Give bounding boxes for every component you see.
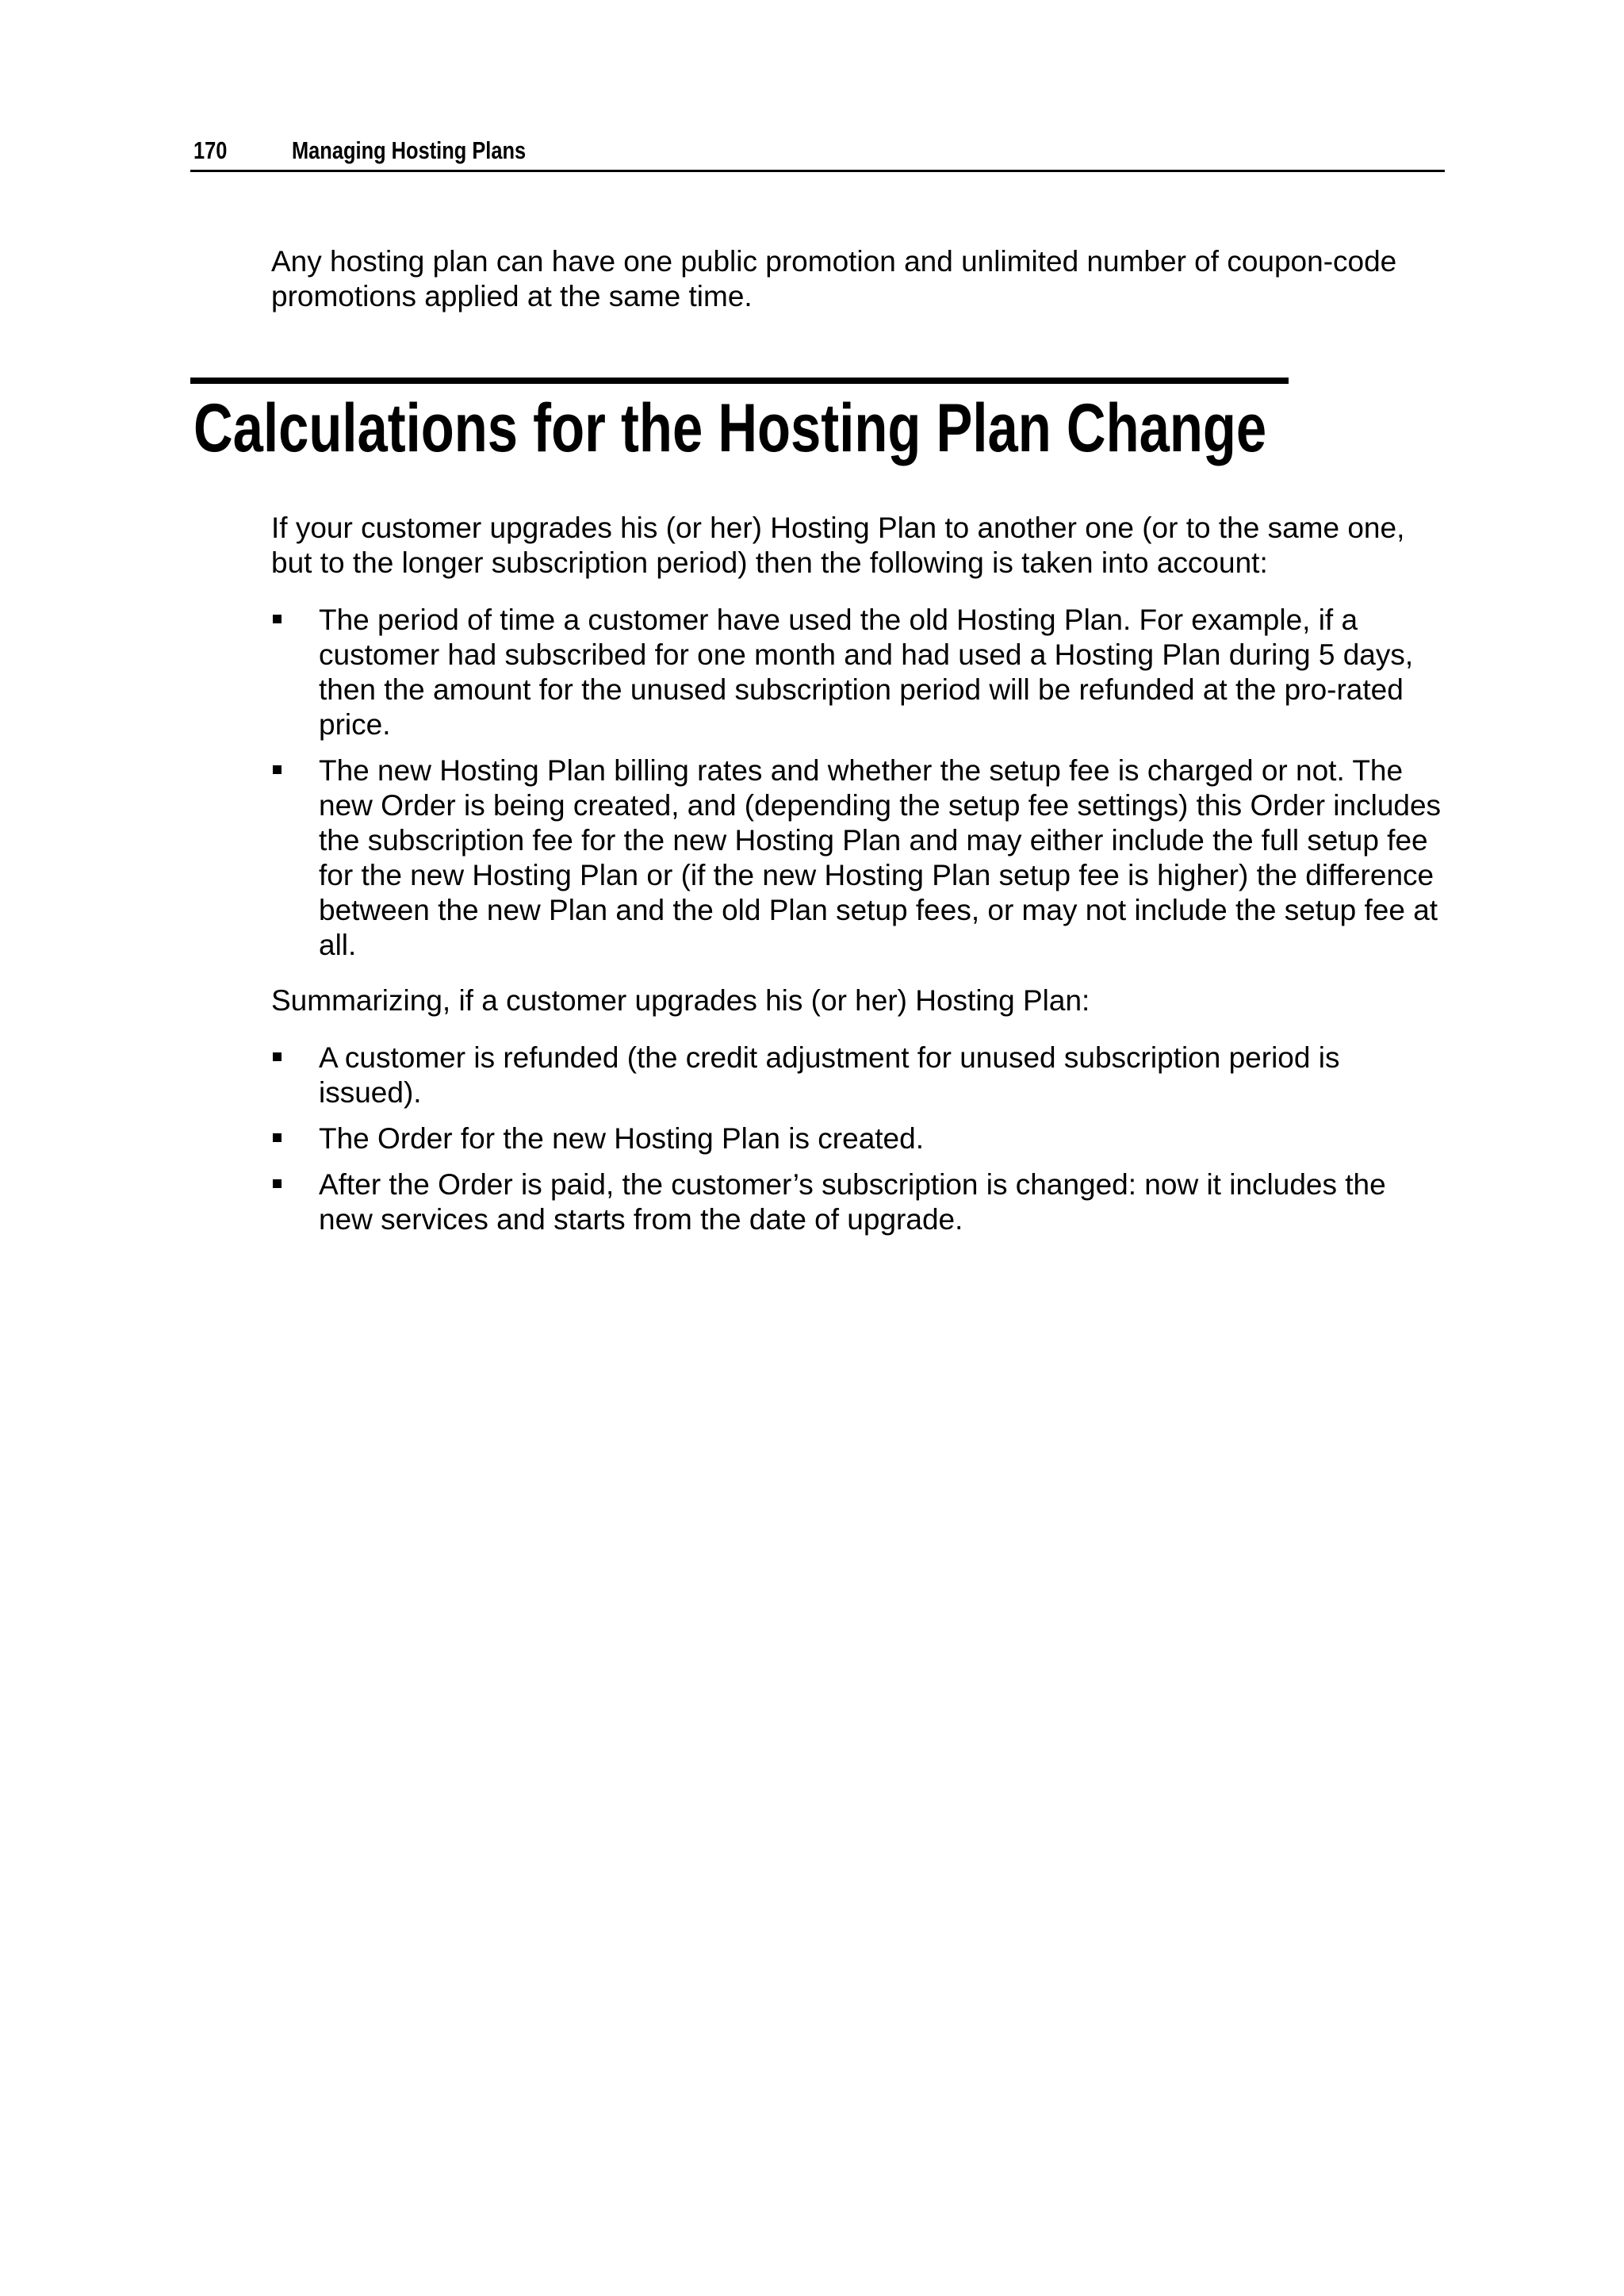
- list-item: [271, 1041, 1445, 1110]
- list-item-text: The Order for the new Hosting Plan is created.: [319, 1122, 924, 1155]
- list-item-text: A customer is refunded (the credit adjustment for unused subscription period is issued).: [319, 1041, 1340, 1109]
- summary-list: [271, 1041, 1445, 1248]
- list-item-text: The period of time a customer have used the old Hosting Plan. For example, if a customer had subscribed for one month and had used a Hosting Plan during 5 days, then the amount for the unused subscription period will be refunded at the pro-rated price.: [319, 604, 1414, 741]
- list-item: [271, 1167, 1445, 1237]
- summary-paragraph: Summarizing, if a customer upgrades his (or her) Hosting Plan:: [271, 984, 1090, 1017]
- page-number: 170: [193, 136, 228, 164]
- square-bullet-icon: [273, 765, 282, 774]
- square-bullet-icon: [273, 1179, 282, 1188]
- intro-paragraph: Any hosting plan can have one public promotion and unlimited number of coupon-code promotions applied at the same time.: [271, 245, 1397, 312]
- heading-rule: [190, 378, 1289, 384]
- square-bullet-icon: [273, 615, 282, 623]
- considerations-list: [271, 603, 1445, 974]
- list-item-text: The new Hosting Plan billing rates and whether the setup fee is charged or not. The new Order is being created, and (depending the setup fee settings) this Order includes the subscription fee for the new Hosting Plan and may either include the full setup fee for the new Hosting Plan or (if the new Hosting Plan setup fee is higher) the difference between the new Plan and the old Plan setup fees, or may not include the setup fee at all.: [319, 754, 1442, 961]
- section-heading: Calculations for the Hosting Plan Change: [193, 390, 1267, 466]
- lead-paragraph: If your customer upgrades his (or her) Hosting Plan to another one (or to the same one, but to the longer subscription period) then the following is taken into account:: [271, 512, 1405, 579]
- list-item-text: After the Order is paid, the customer’s subscription is changed: now it includes the new services and starts from the date of upgrade.: [319, 1168, 1386, 1236]
- running-title: Managing Hosting Plans: [292, 136, 527, 164]
- list-item: [271, 1121, 1445, 1156]
- list-item: [271, 603, 1445, 742]
- running-header: [190, 133, 1445, 172]
- square-bullet-icon: [273, 1133, 282, 1142]
- list-item: [271, 753, 1445, 963]
- square-bullet-icon: [273, 1052, 282, 1061]
